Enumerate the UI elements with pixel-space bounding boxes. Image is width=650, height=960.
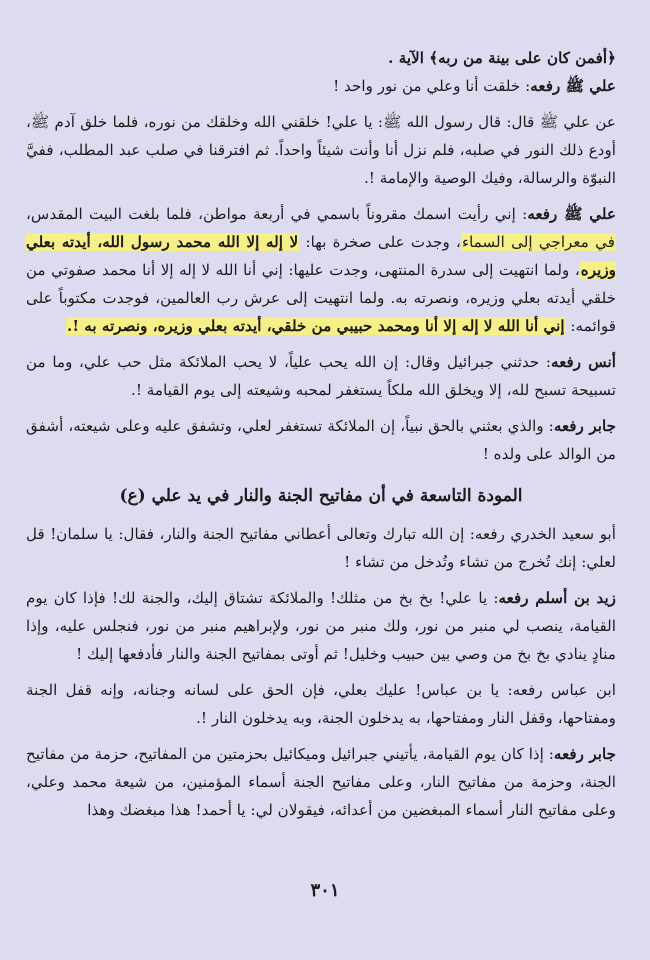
narrator-label: أنس رفعه	[551, 353, 616, 371]
text-column	[26, 44, 616, 824]
hadith-text: : إني رأيت اسمك مقروناً باسمي في أربعة مواطن، فلما بلغت البيت المقدس،	[26, 205, 528, 223]
highlighted-text: لا إله إلا الله محمد رسول الله، أيدته بعلي وزيره	[26, 233, 616, 279]
narrator-label: علي ﷺ رفعه	[530, 77, 616, 95]
narrator-label: علي ﷺ رفعه	[527, 205, 617, 223]
hadith-paragraph: ابن عباس رفعه: يا بن عباس! عليك بعلي، فإن الحق على لسانه وجنانه، وإنه قفل الجنة ومفتاحها، وقفل النار ومفتاحها، به يدخلون الجنة، وبه يدخلون النار !.	[26, 681, 616, 727]
highlighted-text: في معراجي إلى السماء	[461, 233, 615, 251]
highlighted-text: إني أنا الله لا إله إلا أنا ومحمد حبيبي من خلقي، أيدته بعلي وزيره، ونصرته به !.	[67, 317, 565, 335]
narrator-label: زيد بن أسلم رفعه	[498, 589, 617, 607]
page-number: ٣٠١	[310, 880, 340, 901]
hadith-paragraph	[26, 348, 616, 404]
hadith-paragraph	[26, 412, 616, 468]
hadith-text: ، وجدت على صخرة بها:	[299, 233, 461, 251]
hadith-text: ، ولما انتهيت إلى سدرة المنتهى، وجدت عليها: إني أنا الله لا إله إلا أنا محمد صفوتي من خلقي أيدته بعلي وزيره، ونصرته به. ولما انتهيت إلى عرش رب العالمين، فوجدت مكتوباً على قوائمه:	[26, 261, 616, 335]
section-heading: المودة التاسعة في أن مفاتيح الجنة والنار في يد علي (ع)	[119, 486, 523, 506]
hadith-text: : حدثني جبرائيل وقال: إن الله يحب علياً، لا يحب الملائكة مثل حب علي، وما من تسبيحة تسبح لله، إلا ويخلق الله ملكاً يستغفر لمحبه وشيعته إلى يوم القيامة !.	[26, 353, 616, 399]
hadith-paragraph	[26, 200, 616, 340]
hadith-paragraph	[26, 740, 616, 824]
hadith-paragraph: أبو سعيد الخدري رفعه: إن الله تبارك وتعالى أعطاني مفاتيح الجنة والنار، فقال: يا سلمان! قل لعلي: إنك تُخرج من تشاء وتُدخل من تشاء !	[26, 525, 616, 571]
hadith-text: : والذي بعثني بالحق نبياً، إن الملائكة تستغفر لعلي، وتشفق عليه وعلى شيعته، أشفق من الوالد على ولده !	[26, 417, 616, 463]
hadith-text: : خلقت أنا وعلي من نور واحد !	[333, 77, 531, 95]
hadith-paragraph: عن علي ﷺ قال: قال رسول الله ﷺ: يا علي! خلقني الله وخلقك من نوره، فلما خلق آدم ﷺ، أودع ذلك النور في صلبه، فلم نزل أنا وأنت شيئاً واحداً. ثم افترقنا في صلب عبد المطلب، ففيَّ النبوّة والرسالة، وفيك الوصية والإمامة !.	[26, 113, 616, 187]
verse-line: ﴿أفمن كان على بينة من ربه﴾ الآية .	[388, 49, 616, 67]
narrator-label: جابر رفعه	[553, 745, 616, 763]
hadith-paragraph	[26, 72, 616, 100]
hadith-paragraph	[26, 584, 616, 668]
hadith-text: : يا علي! بخ بخ من مثلك! والملائكة تشتاق إليك، والجنة لك! فإذا كان يوم القيامة، ينصب لي منبر من نور، ولك منبر من نور، ولإبراهيم منبر من نور، فنجلس عليه، وإذا منادٍ ينادي بخ بخ من وصي بين حبيب وخليل! ثم أوتى بمفاتيح الجنة والنار فأدفعها إليك !	[26, 589, 616, 663]
hadith-text: : إذا كان يوم القيامة، يأتيني جبرائيل وميكائيل بحزمتين من المفاتيح، حزمة من مفاتيح الجنة، وحزمة من مفاتيح النار، وعلى مفاتيح الجنة أسماء المؤمنين، من شيعة محمد وعلي، وعلى مفاتيح النار أسماء المبغضين من أعدائه، فيقولان لي: يا أحمد! هذا مبغضك وهذا	[26, 745, 616, 819]
narrator-label: جابر رفعه	[553, 417, 616, 435]
